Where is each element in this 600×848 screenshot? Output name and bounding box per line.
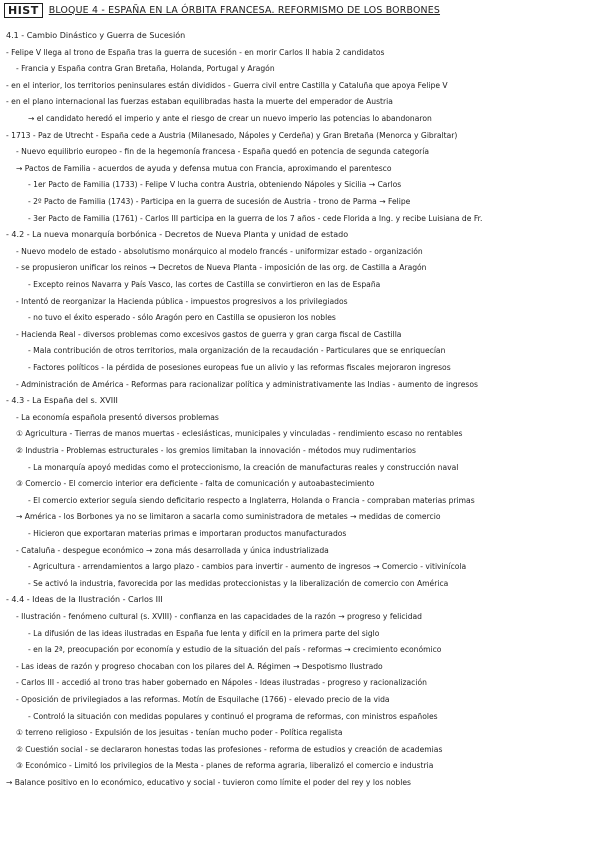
section-heading: 4.1 - Cambio Dinástico y Guerra de Sucesión [6,31,186,40]
note-line: - en el plano internacional las fuerzas estaban equilibradas hasta la muerte del emperador de Austria [6,97,393,107]
note-line: - se propusieron unificar los reinos → Decretos de Nueva Planta - imposición de las org. de Castilla a Aragón [16,263,427,273]
note-line: ① terreno religioso - Expulsión de los jesuitas - tenían mucho poder - Política regalista [16,728,343,738]
note-line: - en el interior, los territorios peninsulares están divididos - Guerra civil entre Castilla y Cataluña que apoya Felipe V [6,80,448,90]
note-line: - Francia y España contra Gran Bretaña, Holanda, Portugal y Aragón [16,64,275,74]
note-line: - 1713 - Paz de Utrecht - España cede a Austria (Milanesado, Nápoles y Cerdeña) y Gran Bretaña (Menorca y Gibraltar) [6,130,458,140]
note-line: - Mala contribución de otros territorios, mala organización de la recaudación - Particulares que se enriquecían [28,346,446,356]
note-line: - Factores políticos - la pérdida de posesiones europeas fue un alivio y las reformas fiscales mejoraron ingresos [28,363,451,372]
note-line: ① Agricultura - Tierras de manos muertas - eclesiásticas, municipales y vinculadas - rendimiento escaso no rentables [16,429,463,439]
note-line: ③ Comercio - El comercio interior era deficiente - falta de comunicación y autoabastecimiento [16,479,375,489]
note-line: - La monarquía apoyó medidas como el proteccionismo, la creación de manufacturas reales y construcción naval [28,462,459,472]
note-line: - Las ideas de razón y progreso chocaban con los pilares del A. Régimen → Despotismo Ilustrado [16,661,383,671]
note-line: - Oposición de privilegiados a las reformas. Motín de Esquilache (1766) - elevado precio de la vida [16,695,390,704]
subject-box: HIST [4,3,43,18]
page-header [4,2,440,18]
note-line: - Hacienda Real - diversos problemas como excesivos gastos de guerra y gran carga fiscal de Castilla [16,329,402,339]
note-line: - Agricultura - arrendamientos a largo plazo - cambios para invertir - aumento de ingresos → Comercio - vitivinícola [28,562,467,572]
note-line: - en la 2ª, preocupación por economía y estudio de la situación del país - reformas → crecimiento económico [28,645,442,655]
note-line: - Administración de América - Reformas para racionalizar política y administrativamente las Indias - aumento de ingresos [16,379,478,389]
note-line: → el candidato heredó el imperio y ante el riesgo de crear un nuevo imperio las potencias lo abandonaron [28,114,432,123]
note-line: - Carlos III - accedió al trono tras haber gobernado en Nápoles - Ideas ilustradas - progreso y racionalización [16,678,427,688]
note-line: ② Cuestión social - se declararon honestas todas las profesiones - reforma de estudios y creación de academias [16,744,443,754]
section-heading: - 4.3 - La España del s. XVIII [6,396,118,406]
note-line: - Nuevo modelo de estado - absolutismo monárquico al modelo francés - uniformizar estado - organización [16,246,423,256]
note-line: - Nuevo equilibrio europeo - fin de la hegemonía francesa - España quedó en potencia de segunda categoría [16,147,429,157]
note-line: - Intentó de reorganizar la Hacienda pública - impuestos progresivos a los privilegiados [16,296,348,306]
section-heading: - 4.2 - La nueva monarquía borbónica - Decretos de Nueva Planta y unidad de estado [6,230,349,240]
note-line: - Excepto reinos Navarra y País Vasco, las cortes de Castilla se convirtieron en las de España [28,280,381,289]
note-line: - 3er Pacto de Familia (1761) - Carlos III participa en la guerra de los 7 años - cede Florida a Ing. y recibe Luisiana de Fr. [28,213,483,223]
note-line: → América - los Borbones ya no se limitaron a sacarla como suministradora de metales → medidas de comercio [16,512,441,522]
note-line: - Controló la situación con medidas populares y continuó el programa de reformas, con ministros españoles [28,711,438,721]
note-line: - La economía española presentó diversos problemas [16,412,219,422]
note-line: - Ilustración - fenómeno cultural (s. XVIII) - confianza en las capacidades de la razón → progreso y felicidad [16,612,422,621]
note-line: - Cataluña - despegue económico → zona más desarrollada y única industrializada [16,545,329,555]
note-line: → Balance positivo en lo económico, educativo y social - tuvieron como límite el poder del rey y los nobles [6,778,411,787]
section-heading: - 4.4 - Ideas de la Ilustración - Carlos III [6,595,163,605]
note-line: - El comercio exterior seguía siendo deficitario respecto a Inglaterra, Holanda o Francia - compraban materias primas [28,495,475,505]
page-title: BLOQUE 4 - ESPAÑA EN LA ÓRBITA FRANCESA. REFORMISMO DE LOS BORBONES [48,4,441,16]
note-line: - 2º Pacto de Familia (1743) - Participa en la guerra de sucesión de Austria - trono de Parma → Felipe [28,197,411,206]
note-line: - Felipe V llega al trono de España tras la guerra de sucesión - en morir Carlos II habia 2 candidatos [6,47,385,57]
note-line: - Se activó la industria, favorecida por las medidas proteccionistas y la liberalización de comercio con América [28,578,449,588]
note-line: - 1er Pacto de Familia (1733) - Felipe V lucha contra Austria, obteniendo Nápoles y Sicilia → Carlos [28,180,402,190]
note-line: - Hicieron que exportaran materias primas e importaran productos manufacturados [28,529,347,538]
note-line: - La difusión de las ideas ilustradas en España fue lenta y difícil en la primera parte del siglo [28,628,380,638]
note-line: ② Industria - Problemas estructurales - los gremios limitaban la innovación - métodos muy rudimentarios [16,446,416,455]
note-line: → Pactos de Familia - acuerdos de ayuda y defensa mutua con Francia, aproximando el parentesco [16,163,392,173]
note-line: - no tuvo el éxito esperado - sólo Aragón pero en Castilla se opusieron los nobles [28,313,336,323]
note-line: ③ Económico - Limitó los privilegios de la Mesta - planes de reforma agraria, liberalizó el comercio e industria [16,761,434,771]
